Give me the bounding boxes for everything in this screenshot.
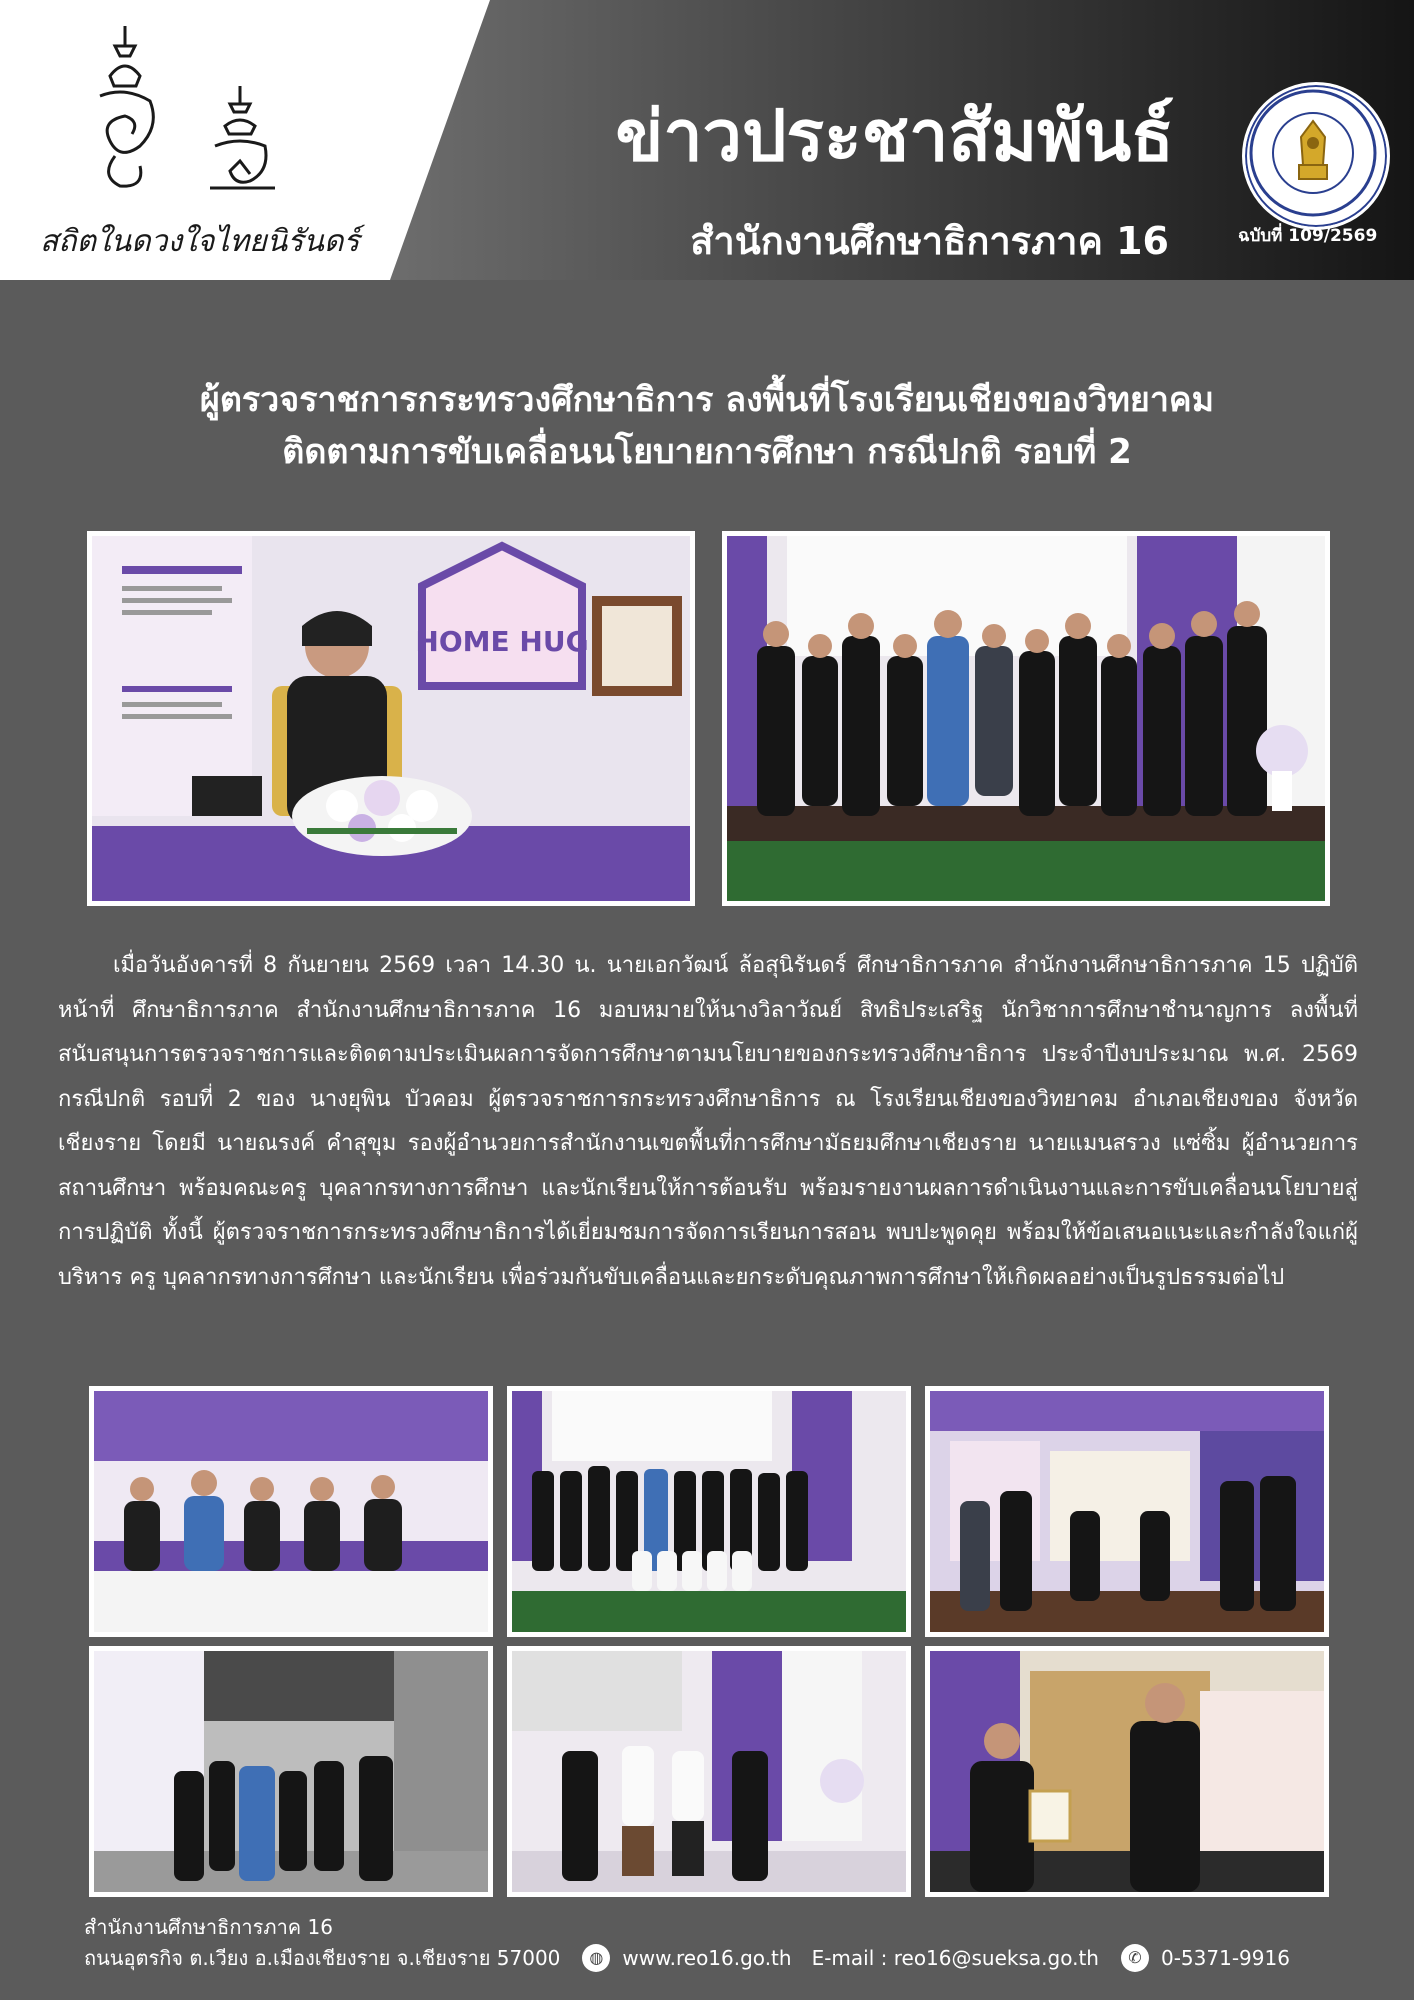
royal-cipher-icon	[40, 16, 370, 216]
globe-icon: ◍	[582, 1944, 610, 1972]
footer-phone: 0-5371-9916	[1160, 1946, 1290, 1970]
photo-student-awards	[507, 1646, 911, 1897]
footer-contact	[84, 1942, 1290, 1974]
photo-certificate-presentation	[925, 1646, 1329, 1897]
news-body: เมื่อวันอังคารที่ 8 กันยายน 2569 เวลา 14.30 น. นายเอกวัฒน์ ล้อสุนิรันดร์ ศึกษาธิการภาค สำนักงานศึกษาธิการภาค 15 ปฏิบัติหน้าที่ ศึกษาธิการภาค สำนักงานศึกษาธิการภาค 16 มอบหมายให้นางวิลาวัณย์ สิทธิประเสริฐ นักวิชาการศึกษาชำนาญการ ลงพื้นที่สนับสนุนการตรวจราชการและติดตามประเมินผลการจัดการศึกษาตามนโยบายของกระทรวงศึกษาธิการ ประจำปีงบประมาณ พ.ศ. 2569 กรณีปกติ รอบที่ 2 ของ นางยุพิน บัวคอม ผู้ตรวจราชการกระทรวงศึกษาธิการ ณ โรงเรียนเชียงของวิทยาคม อำเภอเชียงของ จังหวัดเชียงราย โดยมี นายณรงค์ คำสุขุม รองผู้อำนวยการสำนักงานเขตพื้นที่การศึกษามัธยมศึกษาเชียงราย นายแมนสรวง แซ่ซิ้ม ผู้อำนวยการสถานศึกษา พร้อมคณะครู บุคลากรทางการศึกษา และนักเรียนให้การต้อนรับ พร้อมรายงานผลการดำเนินงานและการขับเคลื่อนนโยบายสู่การปฏิบัติ ทั้งนี้ ผู้ตรวจราชการกระทรวงศึกษาธิการได้เยี่ยมชมการจัดการเรียนการสอน พบปะพูดคุย พร้อมให้ข้อเสนอแนะและกำลังใจแก่ผู้บริหาร ครู บุคลากรทางการศึกษา และนักเรียน เพื่อร่วมกันขับเคลื่อนและยกระดับคุณภาพการศึกษาให้เกิดผลอย่างเป็นรูปธรรมต่อไป	[58, 953, 1358, 1290]
header	[0, 0, 1414, 280]
headline-line-1: ผู้ตรวจราชการกระทรวงศึกษาธิการ ลงพื้นที่โรงเรียนเชียงของวิทยาคม	[199, 380, 1215, 420]
issue-number: ฉบับที่ 109/2569	[1238, 226, 1378, 246]
headline-line-2: ติดตามการขับเคลื่อนนโยบายการศึกษา กรณีปกติ รอบที่ 2	[282, 432, 1132, 472]
logo-motto: สถิตในดวงใจไทยนิรันดร์	[40, 224, 360, 259]
footer-email[interactable]: E-mail : reo16@sueksa.go.th	[811, 1946, 1099, 1970]
photo-arrival	[89, 1646, 493, 1897]
footer-address: ถนนอุตรกิจ ต.เวียง อ.เมืองเชียงราย จ.เชียงราย 57000	[84, 1946, 561, 1970]
photo-group-students	[507, 1386, 911, 1637]
home-hug-sign: HOME HUG	[415, 625, 589, 658]
ministry-seal-icon	[1242, 82, 1390, 230]
page-subtitle: สำนักงานศึกษาธิการภาค 16	[690, 219, 1169, 263]
page-title: ข่าวประชาสัมพันธ์	[615, 95, 1174, 177]
photo-inspector-speaking	[87, 531, 695, 906]
footer-org: สำนักงานศึกษาธิการภาค 16	[84, 1915, 333, 1939]
news-headline	[0, 374, 1414, 478]
royal-emblem-logo	[40, 16, 370, 266]
phone-icon: ✆	[1121, 1944, 1149, 1972]
footer-website[interactable]: www.reo16.go.th	[622, 1946, 792, 1970]
photo-group-stage	[722, 531, 1330, 906]
photo-booth-visit	[925, 1386, 1329, 1637]
photo-meeting-table	[89, 1386, 493, 1637]
